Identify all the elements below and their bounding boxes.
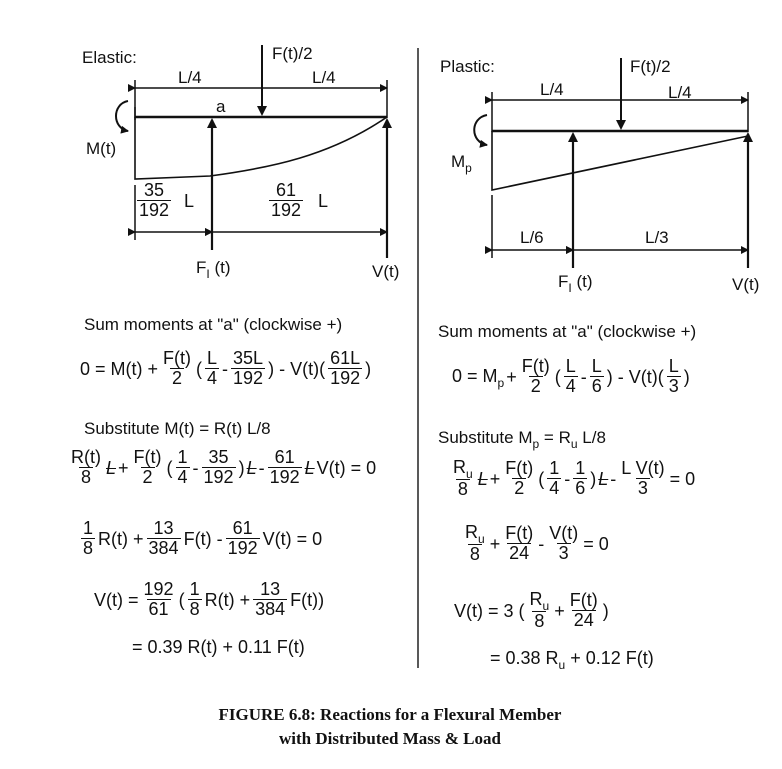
elastic-force-label: F(t)/2 — [272, 44, 313, 63]
elastic-moment-label: M(t) — [86, 139, 117, 158]
plastic-eq2: $\frac{R_u}{8}$ L + $\frac{F(t)}{2}$ ( $\frac{1}{4}$ - $\frac{1}{6}$ ) L - $\frac{\text{L V(t)}}{3}$ = 0 — [453, 457, 696, 499]
elastic-eq2: $\frac{R(t)}{8}$ L + $\frac{F(t)}{2}$ ( $\frac{1}{4}$ - $\frac{35}{192}$ ) L - $\frac{61}{192}$ L V(t) = 0 — [71, 447, 377, 487]
elastic-load-shape — [135, 117, 387, 179]
plastic-eq1: $0 = M_p$ + $\frac{F(t)}{2}$ ( $\frac{L}{4}$ - $\frac{L}{6}$ ) - V(t)( $\frac{L}{3}$ ) — [452, 356, 690, 396]
plastic-diagram — [474, 58, 748, 268]
elastic-span-left-label: L/4 — [178, 68, 202, 87]
elastic-span-right-label: L/4 — [312, 68, 336, 87]
plastic-moment-curl — [474, 115, 487, 145]
plastic-moment-label: $M_p$ — [451, 152, 472, 175]
plastic-load-shape — [492, 131, 748, 190]
plastic-eq4: V(t) = 3 ( $\frac{R_u}{8}$ + $\frac{F(t)}{24}$ ) — [454, 589, 609, 631]
plastic-force-label: F(t)/2 — [630, 57, 671, 76]
plastic-eq3: $\frac{R_u}{8}$ + $\frac{F(t)}{24}$ - $\frac{V(t)}{3}$ = 0 — [465, 522, 609, 564]
elastic-sum-moments: Sum moments at "a" (clockwise +) — [84, 315, 343, 334]
plastic-substitute: Substitute $M_p = R_u$ L/8 — [438, 428, 606, 451]
caption-line-2: with Distributed Mass & Load — [279, 729, 501, 748]
elastic-eq1: 0 = M(t) + $\frac{F(t)}{2}$ ( $\frac{L}{4}$ - $\frac{35L}{192}$ ) - V(t)( $\frac{61L}{192}$ ) — [80, 348, 372, 388]
elastic-reaction-fi-label: $F_I$ (t) — [196, 258, 231, 281]
plastic-reaction-v-label: V(t) — [732, 275, 760, 294]
elastic-diagram — [116, 45, 387, 258]
caption-line-1: FIGURE 6.8: Reactions for a Flexural Member — [218, 705, 562, 724]
elastic-title: Elastic: — [82, 48, 137, 67]
plastic-span-right-label: L/4 — [668, 83, 692, 102]
elastic-reaction-v-label: V(t) — [372, 262, 400, 281]
plastic-dist-left-label: L/6 — [520, 228, 544, 247]
figure-caption — [150, 703, 630, 751]
plastic-sum-moments: Sum moments at "a" (clockwise +) — [438, 322, 697, 341]
elastic-substitute: Substitute M(t) = R(t) L/8 — [84, 419, 271, 438]
plastic-eq5: = 0.38 $R_u + 0.12$ F(t) — [490, 648, 654, 672]
plastic-span-left-label: L/4 — [540, 80, 564, 99]
plastic-dist-right-label: L/3 — [645, 228, 669, 247]
elastic-dist-right: $\frac{61}{192}$ L — [271, 180, 329, 220]
elastic-eq4: V(t) = $\frac{192}{61}$ ( $\frac{1}{8}$ R(t) + $\frac{13}{384}$ F(t)) — [94, 579, 325, 619]
elastic-dist-left: $\frac{35}{192}$ L — [139, 180, 195, 220]
elastic-moment-curl — [116, 101, 128, 131]
elastic-eq5: = 0.39 R(t) + 0.11 F(t) — [132, 637, 305, 657]
plastic-reaction-fi-label: $F_I$ (t) — [558, 272, 593, 295]
elastic-point-a: a — [216, 97, 226, 116]
elastic-eq3: $\frac{1}{8}$ R(t) + $\frac{13}{384}$ F(t) - $\frac{61}{192}$ V(t) = 0 — [83, 518, 323, 558]
plastic-title: Plastic: — [440, 57, 495, 76]
